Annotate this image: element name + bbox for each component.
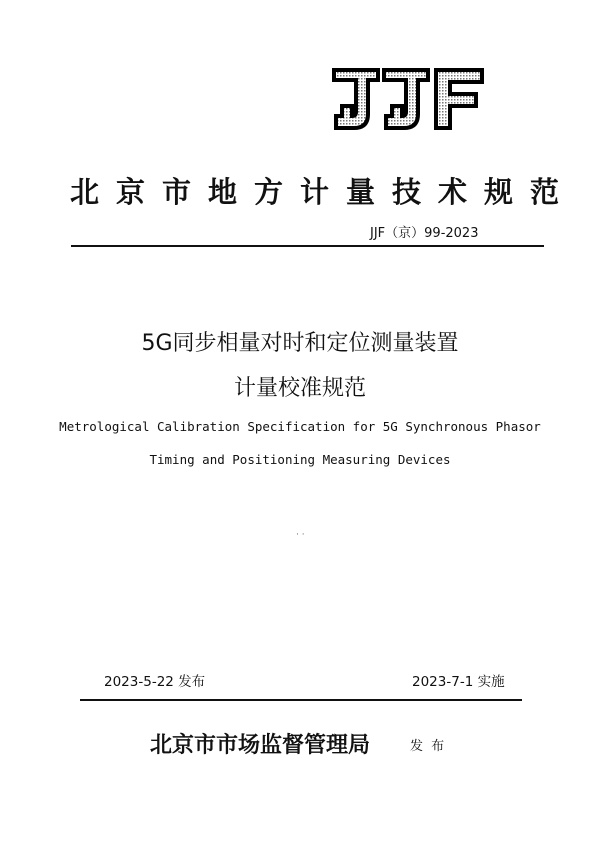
issue-date: 2023-5-22 发布 (104, 674, 206, 690)
publisher: 北京市市场监督管理局 (150, 732, 371, 758)
effective-date: 2023-7-1 实施 (412, 674, 505, 690)
dots: · · (296, 530, 305, 540)
divider (71, 245, 544, 247)
divider (80, 699, 522, 701)
jjf-logo (328, 66, 488, 132)
publisher-suffix: 发 布 (410, 739, 447, 754)
title-cn-line1: 5G同步相量对时和定位测量装置 (141, 331, 459, 356)
title-en-line2: Timing and Positioning Measuring Devices (149, 452, 451, 467)
title-cn-line2: 计量校准规范 (233, 376, 366, 401)
standard-code: JJF（京）99-2023 (370, 226, 479, 241)
title-en-line1: Metrological Calibration Specification for 5G Synchronous Phasor (59, 419, 541, 434)
org-title: 北京市地方计量技术规范 (70, 175, 577, 209)
